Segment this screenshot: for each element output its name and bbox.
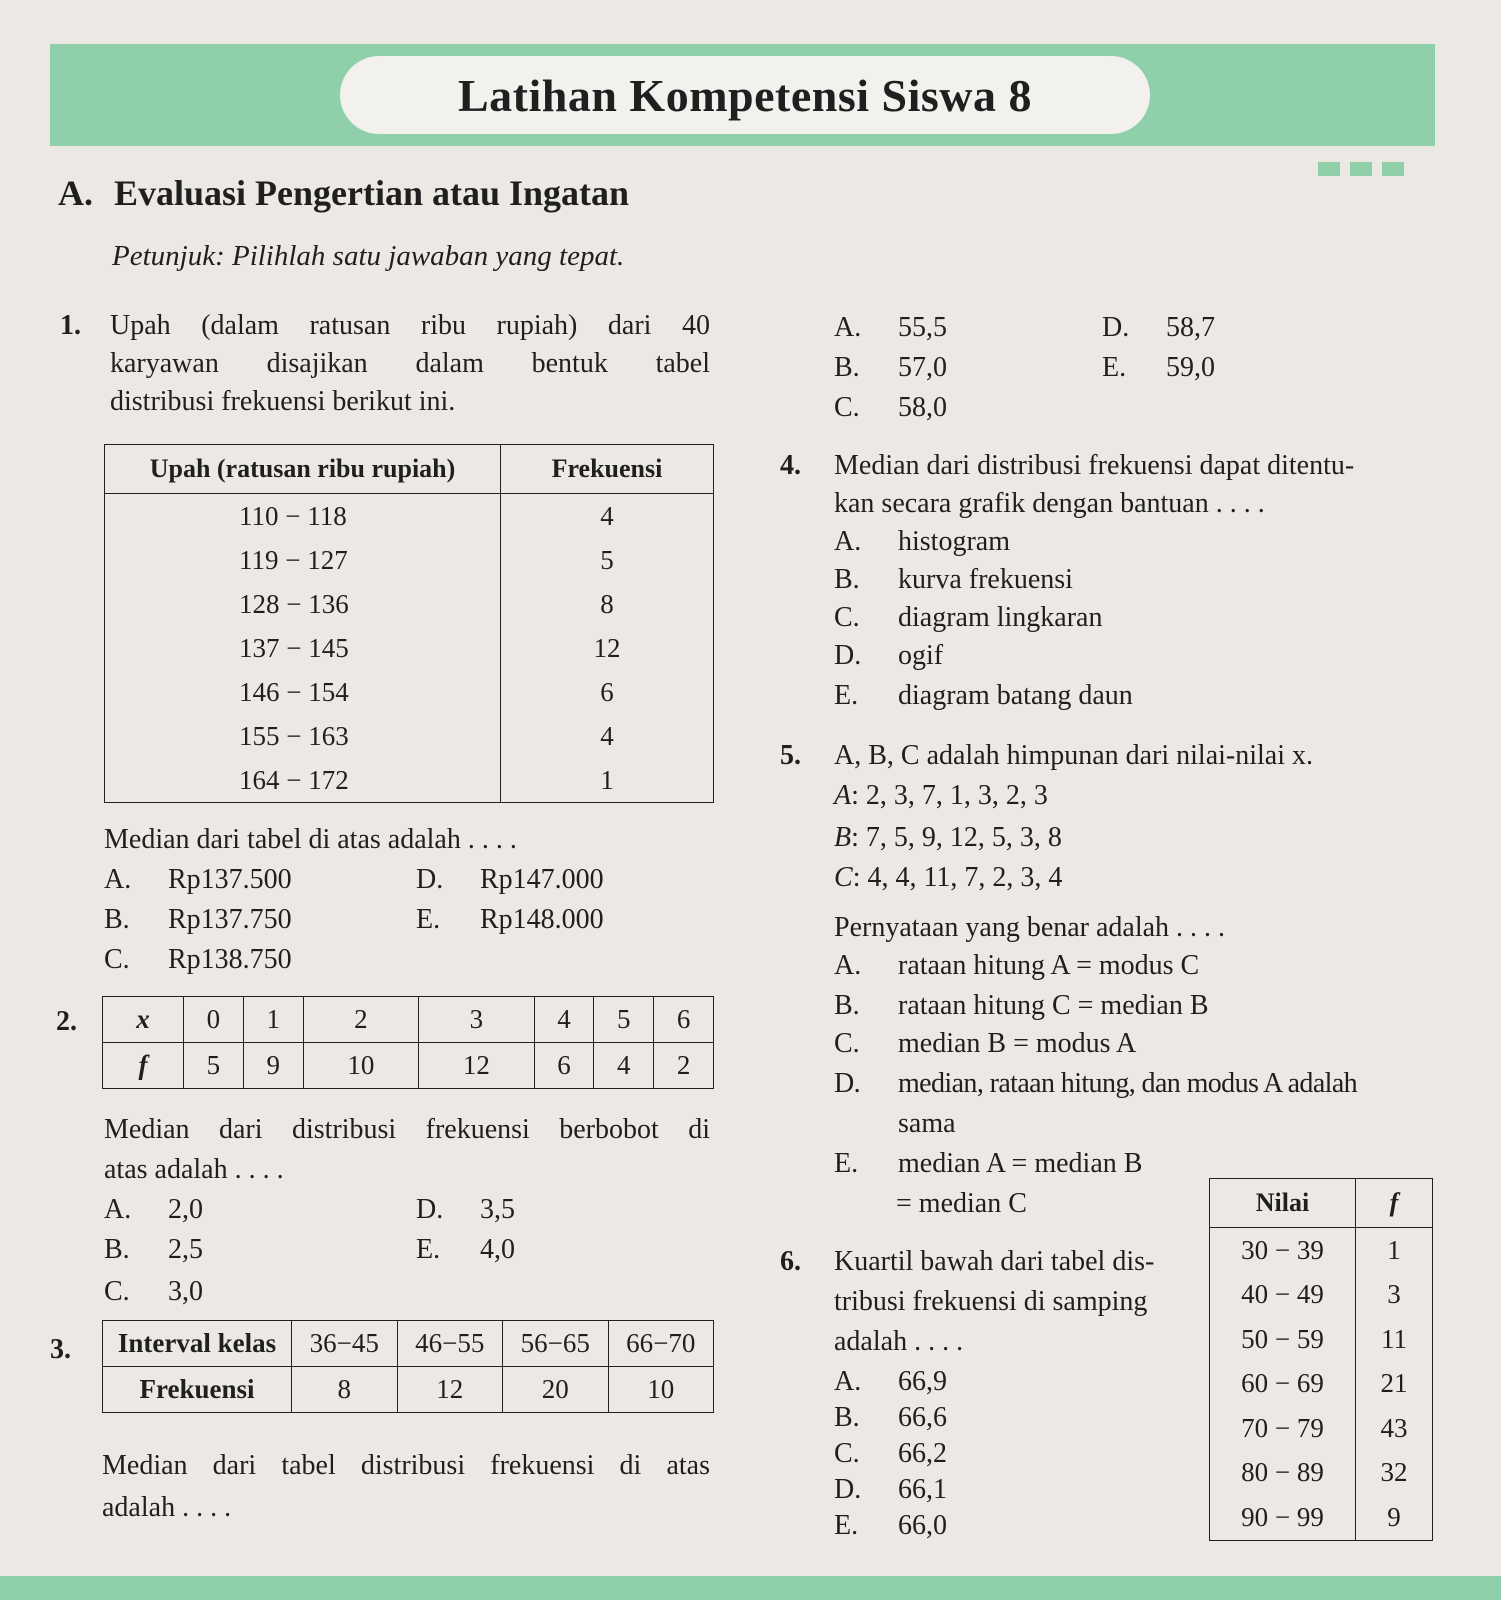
table-row — [105, 714, 714, 758]
table-row — [103, 1043, 714, 1089]
q2-option-d[interactable] — [416, 1196, 515, 1224]
q5-option-b[interactable] — [834, 992, 1209, 1020]
table-cell: 9 — [243, 1043, 303, 1089]
option-letter: D. — [834, 1474, 862, 1505]
option-letter: B. — [834, 990, 860, 1021]
q3-option-b[interactable] — [834, 354, 947, 382]
option-text: Rp137.750 — [168, 904, 292, 935]
option-text: median A = median B — [898, 1148, 1143, 1179]
table-cell: 146 − 154 — [105, 670, 501, 714]
table-cell: 2 — [303, 997, 418, 1043]
option-text: 2,0 — [168, 1194, 203, 1225]
option-text: 4,0 — [480, 1234, 515, 1265]
option-text: 57,0 — [898, 352, 947, 383]
q5-option-d[interactable] — [834, 1070, 1357, 1098]
option-text: Rp137.500 — [168, 864, 292, 895]
table-cell: 5 — [594, 997, 654, 1043]
table-cell: 46−55 — [397, 1321, 503, 1367]
table-row — [1210, 1451, 1433, 1496]
table-row — [1210, 1362, 1433, 1407]
table-row — [1210, 1406, 1433, 1451]
table-cell: 3 — [419, 997, 534, 1043]
table-cell: 6 — [534, 1043, 594, 1089]
option-text: diagram lingkaran — [898, 602, 1103, 633]
q1-line: distribusi frekuensi berikut ini. — [110, 386, 456, 417]
table-row — [103, 1367, 714, 1413]
set-values: : 4, 4, 11, 7, 2, 3, 4 — [852, 862, 1063, 893]
q6-line: tribusi frekuensi di samping — [834, 1286, 1148, 1317]
q4-line: Median dari distribusi frekuensi dapat ditentu- — [834, 450, 1355, 481]
option-letter: D. — [834, 640, 862, 671]
q6-line: Kuartil bawah dari tabel dis- — [834, 1246, 1155, 1277]
q5-option-a[interactable] — [834, 952, 1199, 980]
option-text: rataan hitung C = median B — [898, 990, 1209, 1021]
q6-line: adalah . . . . — [834, 1326, 964, 1357]
section-heading — [58, 172, 629, 214]
table-cell: 6 — [501, 670, 714, 714]
table-cell: 4 — [534, 997, 594, 1043]
option-text: 55,5 — [898, 312, 947, 343]
table-cell: 50 − 59 — [1210, 1317, 1356, 1362]
option-letter: E. — [834, 680, 859, 711]
option-letter: C. — [834, 392, 860, 423]
table-row — [1210, 1495, 1433, 1540]
option-letter: E. — [1102, 352, 1127, 383]
table-cell: 6 — [654, 997, 714, 1043]
set-values: : 7, 5, 9, 12, 5, 3, 8 — [851, 822, 1062, 853]
table-cell: 80 − 89 — [1210, 1451, 1356, 1496]
option-text: histogram — [898, 526, 1010, 557]
option-letter: D. — [416, 864, 444, 895]
option-text: 66,2 — [898, 1438, 947, 1469]
table-cell: 5 — [184, 1043, 244, 1089]
decor-square — [1318, 162, 1340, 176]
table-cell: 4 — [501, 714, 714, 758]
option-text: Rp147.000 — [480, 864, 604, 895]
table-row — [105, 494, 714, 539]
table-row — [105, 758, 714, 803]
option-text: ogif — [898, 640, 944, 671]
q5-option-e[interactable] — [834, 1150, 1142, 1178]
table-cell: 21 — [1356, 1362, 1433, 1407]
table-cell: 128 − 136 — [105, 582, 501, 626]
option-letter: B. — [834, 564, 860, 595]
table-cell: f — [103, 1043, 184, 1089]
option-letter: E. — [416, 904, 441, 935]
table-cell: 40 − 49 — [1210, 1273, 1356, 1318]
option-letter: C. — [104, 944, 130, 975]
footer-strip — [0, 1576, 1501, 1600]
table-cell: 12 — [419, 1043, 534, 1089]
q2-option-a[interactable] — [104, 1196, 203, 1224]
table-row — [1210, 1228, 1433, 1273]
table-cell: 10 — [303, 1043, 418, 1089]
table-cell: 11 — [1356, 1317, 1433, 1362]
table-cell: Interval kelas — [103, 1321, 292, 1367]
q6-table — [1209, 1178, 1433, 1541]
section-title: Evaluasi Pengertian atau Ingatan — [114, 173, 630, 213]
q6-number: 6. — [780, 1246, 801, 1277]
table-cell: 155 − 163 — [105, 714, 501, 758]
q3-line: Median dari tabel distribusi frekuensi di atas — [102, 1450, 710, 1481]
option-text: 66,6 — [898, 1402, 947, 1433]
decor-square — [1350, 162, 1372, 176]
option-text: 59,0 — [1166, 352, 1215, 383]
q5-option-e-cont: = median C — [896, 1188, 1027, 1219]
q5-number: 5. — [780, 740, 801, 771]
table-cell: 56−65 — [503, 1321, 609, 1367]
table-cell: 1 — [243, 997, 303, 1043]
q1-option-d[interactable] — [416, 866, 604, 894]
option-text: Rp148.000 — [480, 904, 604, 935]
q3-option-e[interactable] — [1102, 354, 1215, 382]
q2-line: Median dari distribusi frekuensi berbobot di — [104, 1114, 710, 1145]
table-cell: 3 — [1356, 1273, 1433, 1318]
option-text: rataan hitung A = modus C — [898, 950, 1200, 981]
option-text: diagram batang daun — [898, 680, 1133, 711]
table-cell: 5 — [501, 538, 714, 582]
q5-set-c — [834, 864, 1062, 892]
q5-option-d-cont: sama — [898, 1108, 956, 1139]
option-letter: E. — [834, 1510, 859, 1541]
option-letter: D. — [834, 1068, 861, 1099]
q4-option-c[interactable] — [834, 604, 1102, 632]
table-cell: 9 — [1356, 1495, 1433, 1540]
option-letter: A. — [834, 312, 862, 343]
option-letter: B. — [834, 352, 860, 383]
q2-option-e[interactable] — [416, 1236, 515, 1264]
q1-option-b[interactable] — [104, 906, 292, 934]
table-row — [105, 626, 714, 670]
option-letter: D. — [416, 1194, 444, 1225]
q1-line: Upah (dalam ratusan ribu rupiah) dari 40 — [110, 310, 710, 341]
option-letter: C. — [834, 602, 860, 633]
table-cell: 43 — [1356, 1406, 1433, 1451]
table-row — [103, 997, 714, 1043]
option-text: 2,5 — [168, 1234, 203, 1265]
q5-option-c[interactable] — [834, 1030, 1136, 1058]
option-letter: C. — [834, 1028, 860, 1059]
option-text: Rp138.750 — [168, 944, 292, 975]
option-letter: C. — [104, 1276, 130, 1307]
option-letter: E. — [416, 1234, 441, 1265]
table-cell: 137 − 145 — [105, 626, 501, 670]
table-cell: 30 − 39 — [1210, 1228, 1356, 1273]
q1-question: Median dari tabel di atas adalah . . . . — [104, 824, 517, 855]
table-row — [105, 582, 714, 626]
option-letter: E. — [834, 1148, 859, 1179]
table-cell: 66−70 — [608, 1321, 714, 1367]
option-text: 58,7 — [1166, 312, 1215, 343]
option-letter: A. — [104, 1194, 132, 1225]
q2-line: atas adalah . . . . — [104, 1154, 284, 1185]
table-cell: 164 − 172 — [105, 758, 501, 803]
table-row — [103, 1321, 714, 1367]
option-text: 66,0 — [898, 1510, 947, 1541]
table-header: Nilai — [1210, 1179, 1356, 1228]
table-cell: x — [103, 997, 184, 1043]
table-header: Frekuensi — [501, 445, 714, 494]
option-text: median, rataan hitung, dan modus A adalah — [898, 1068, 1358, 1099]
table-row — [1210, 1317, 1433, 1362]
option-text: 66,1 — [898, 1474, 947, 1505]
q6-option-b[interactable] — [834, 1404, 947, 1432]
set-name: A — [834, 780, 852, 811]
table-cell: 70 − 79 — [1210, 1406, 1356, 1451]
table-row — [105, 538, 714, 582]
table-cell: 90 − 99 — [1210, 1495, 1356, 1540]
option-text: 3,0 — [168, 1276, 203, 1307]
table-cell: 0 — [184, 997, 244, 1043]
table-cell: 32 — [1356, 1451, 1433, 1496]
table-cell: 4 — [594, 1043, 654, 1089]
q2-option-b[interactable] — [104, 1236, 203, 1264]
table-header: f — [1356, 1179, 1433, 1228]
option-letter: B. — [104, 1234, 130, 1265]
instruction: Petunjuk: Pilihlah satu jawaban yang tepat. — [112, 240, 625, 272]
option-text: median B = modus A — [898, 1028, 1137, 1059]
q3-option-d[interactable] — [1102, 314, 1215, 342]
table-row — [105, 670, 714, 714]
option-letter: D. — [1102, 312, 1130, 343]
q5-question: Pernyataan yang benar adalah . . . . — [834, 912, 1226, 943]
option-letter: C. — [834, 1438, 860, 1469]
q3-line: adalah . . . . — [102, 1492, 232, 1523]
table-cell: 8 — [501, 582, 714, 626]
table-header: Upah (ratusan ribu rupiah) — [105, 445, 501, 494]
table-cell: 119 − 127 — [105, 538, 501, 582]
q6-option-c[interactable] — [834, 1440, 947, 1468]
q1-option-e[interactable] — [416, 906, 604, 934]
table-cell: 2 — [654, 1043, 714, 1089]
q3-option-a[interactable] — [834, 314, 947, 342]
q1-line: karyawan disajikan dalam bentuk tabel — [110, 348, 710, 379]
option-text: 3,5 — [480, 1194, 515, 1225]
q5-set-a — [834, 782, 1048, 810]
table-cell: Frekuensi — [103, 1367, 292, 1413]
option-text: 58,0 — [898, 392, 947, 423]
q6-option-d[interactable] — [834, 1476, 947, 1504]
q5-set-b — [834, 824, 1062, 852]
q4-number: 4. — [780, 450, 801, 481]
option-text: kurva frekuensi — [898, 564, 1073, 595]
table-cell: 12 — [397, 1367, 503, 1413]
q3-table — [102, 1320, 714, 1413]
set-values: : 2, 3, 7, 1, 3, 2, 3 — [851, 780, 1048, 811]
q3-number: 3. — [50, 1334, 71, 1365]
q2-option-c[interactable] — [104, 1278, 203, 1306]
option-letter: B. — [104, 904, 130, 935]
q3-option-c[interactable] — [834, 394, 947, 422]
section-letter: A. — [58, 173, 93, 213]
q1-option-a[interactable] — [104, 866, 292, 894]
table-cell: 8 — [292, 1367, 398, 1413]
q4-option-b[interactable] — [834, 566, 1073, 594]
option-letter: A. — [834, 526, 862, 557]
option-text: 66,9 — [898, 1366, 947, 1397]
table-cell: 60 − 69 — [1210, 1362, 1356, 1407]
option-letter: B. — [834, 1402, 860, 1433]
table-cell: 1 — [1356, 1228, 1433, 1273]
q1-number: 1. — [60, 310, 81, 341]
table-cell: 10 — [608, 1367, 714, 1413]
table-cell: 36−45 — [292, 1321, 398, 1367]
q4-option-e[interactable] — [834, 682, 1133, 710]
q2-number: 2. — [56, 1006, 77, 1037]
q2-table — [102, 996, 714, 1089]
set-name: C — [834, 862, 853, 893]
q4-option-a[interactable] — [834, 528, 1010, 556]
q1-table — [104, 444, 714, 803]
table-cell: 20 — [503, 1367, 609, 1413]
table-row — [1210, 1273, 1433, 1318]
table-cell: 4 — [501, 494, 714, 539]
table-cell: 12 — [501, 626, 714, 670]
table-cell: 1 — [501, 758, 714, 803]
q6-option-e[interactable] — [834, 1512, 947, 1540]
table-cell: 110 − 118 — [105, 494, 501, 539]
page-title: Latihan Kompetensi Siswa 8 — [340, 56, 1150, 134]
option-letter: A. — [834, 1366, 862, 1397]
q4-line: kan secara grafik dengan bantuan . . . . — [834, 488, 1265, 519]
q4-option-d[interactable] — [834, 642, 943, 670]
q6-option-a[interactable] — [834, 1368, 947, 1396]
q1-option-c[interactable] — [104, 946, 292, 974]
decor-square — [1382, 162, 1404, 176]
set-name: B — [834, 822, 852, 853]
option-letter: A. — [834, 950, 862, 981]
option-letter: A. — [104, 864, 132, 895]
q5-intro: A, B, C adalah himpunan dari nilai-nilai x. — [834, 740, 1314, 771]
